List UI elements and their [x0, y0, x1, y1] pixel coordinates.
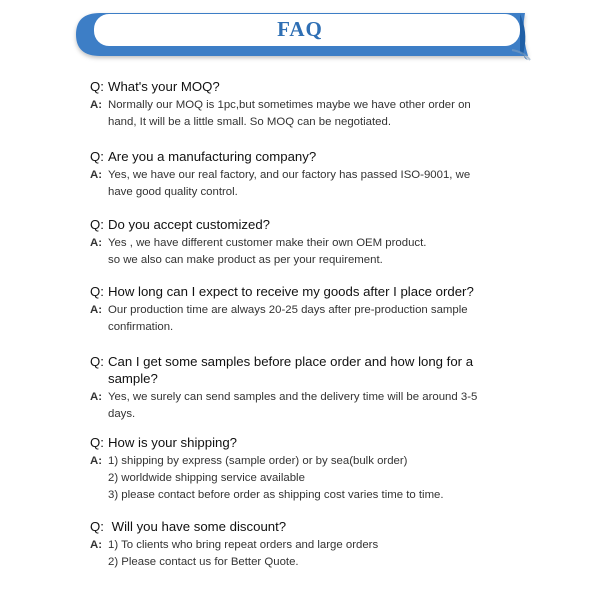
question-text: Do you accept customized?: [108, 217, 270, 232]
answer-tag: A:: [90, 539, 103, 551]
question-text: sample?: [108, 371, 158, 386]
answer-line: 3) please contact before order as shipping cost varies time to time.: [108, 489, 444, 501]
answer-line: Yes, we have our real factory, and our factory has passed ISO-9001, we: [108, 169, 471, 181]
answer-line: 2) worldwide shipping service available: [108, 472, 305, 484]
answer-tag: A:: [90, 169, 103, 181]
answer: [90, 167, 470, 201]
question-text: How long can I expect to receive my goods after I place order?: [108, 284, 474, 299]
question: [90, 434, 444, 451]
question-tag: Q:: [90, 354, 104, 369]
answer-line: so we also can make product as per your requirement.: [108, 254, 383, 266]
faq-item: [90, 283, 474, 336]
answer: [90, 97, 471, 131]
question-text: Will you have some discount?: [108, 519, 287, 534]
answer-tag: A:: [90, 99, 103, 111]
answer-line: 2) Please contact us for Better Quote.: [108, 556, 299, 568]
answer: [90, 537, 378, 571]
answer: [90, 235, 426, 269]
answer-line: days.: [108, 408, 136, 420]
question: [90, 216, 426, 233]
question: [90, 78, 471, 95]
faq-item: [90, 434, 444, 504]
faq-item: [90, 353, 477, 423]
question-tag: Q:: [90, 519, 104, 534]
question-tag: Q:: [90, 79, 104, 94]
question: [90, 283, 474, 300]
answer-line: Yes, we surely can send samples and the delivery time will be around 3-5: [108, 391, 478, 403]
question-text: What's your MOQ?: [108, 79, 220, 94]
question: [90, 353, 477, 387]
answer-line: 1) To clients who bring repeat orders and large orders: [108, 539, 379, 551]
question: [90, 518, 378, 535]
answer-line: Normally our MOQ is 1pc,but sometimes maybe we have other order on: [108, 99, 471, 111]
faq-item: [90, 518, 378, 571]
question-text: Can I get some samples before place order and how long for a: [108, 354, 474, 369]
question-tag: Q:: [90, 149, 104, 164]
faq-item: [90, 148, 470, 201]
answer-tag: A:: [90, 237, 103, 249]
answer: [90, 389, 477, 423]
answer-line: confirmation.: [108, 321, 174, 333]
answer: [90, 453, 444, 504]
page-title: FAQ: [277, 17, 323, 41]
answer-tag: A:: [90, 391, 103, 403]
answer-line: 1) shipping by express (sample order) or by sea(bulk order): [108, 455, 408, 467]
faq-item: [90, 78, 471, 131]
faq-banner: [0, 0, 600, 72]
answer-tag: A:: [90, 455, 103, 467]
answer: [90, 302, 474, 336]
question-text: Are you a manufacturing company?: [108, 149, 317, 164]
faq-item: [90, 216, 426, 269]
question: [90, 148, 470, 165]
question-tag: Q:: [90, 435, 104, 450]
answer-line: hand, It will be a little small. So MOQ can be negotiated.: [108, 116, 392, 128]
question-tag: Q:: [90, 284, 104, 299]
answer-tag: A:: [90, 304, 103, 316]
answer-line: Yes , we have different customer make their own OEM product.: [108, 237, 427, 249]
answer-line: Our production time are always 20-25 days after pre-production sample: [108, 304, 468, 316]
question-tag: Q:: [90, 217, 104, 232]
question-text: How is your shipping?: [108, 435, 238, 450]
answer-line: have good quality control.: [108, 186, 238, 198]
